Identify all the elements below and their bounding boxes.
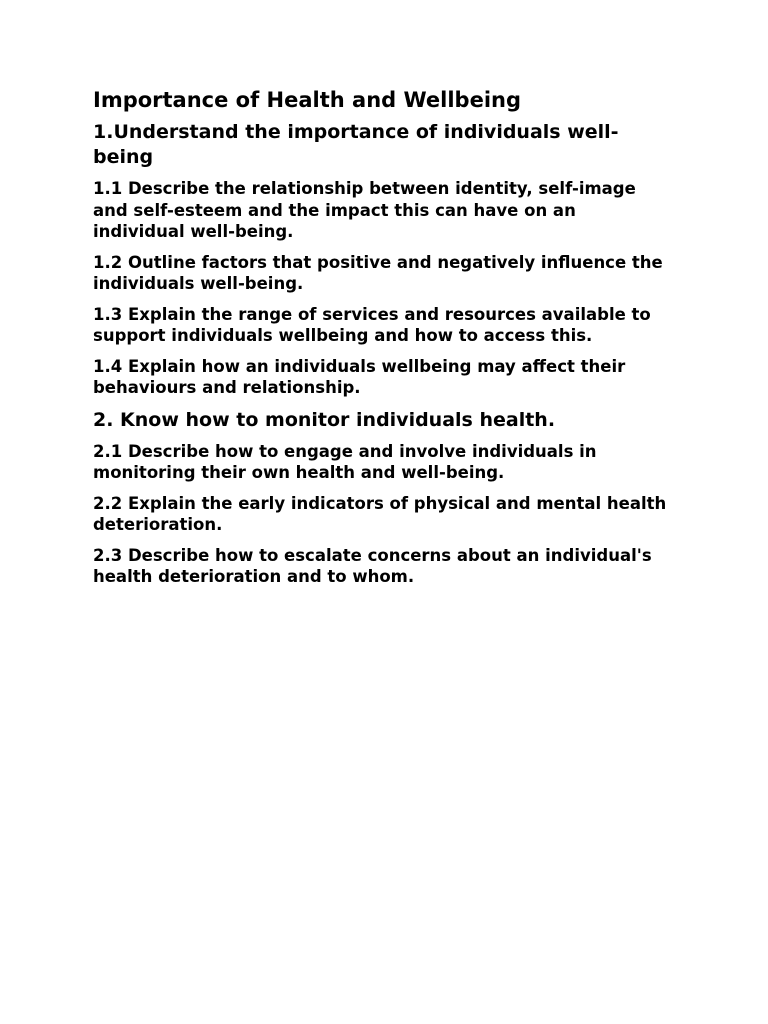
- learning-outcome-2-2: 2.2 Explain the early indicators of physical and mental health deterioration.: [93, 493, 667, 534]
- document-page: [93, 86, 673, 597]
- section-heading-2: 2. Know how to monitor individuals health.: [93, 408, 556, 431]
- learning-outcome-1-4: 1.4 Explain how an individuals wellbeing may affect their behaviours and relationship.: [93, 356, 626, 397]
- learning-outcome-1-1: 1.1 Describe the relationship between identity, self-image and self-esteem and the impact this can have on an individual well-being.: [93, 179, 636, 241]
- learning-outcome-1-3: 1.3 Explain the range of services and resources available to support individuals wellbeing and how to access this.: [93, 304, 651, 345]
- document-title: Importance of Health and Wellbeing: [93, 88, 522, 112]
- learning-outcome-2-3: 2.3 Describe how to escalate concerns about an individual's health deterioration and to whom.: [93, 545, 652, 586]
- section-heading-1: 1.Understand the importance of individuals well-being: [93, 121, 619, 168]
- learning-outcome-1-2: 1.2 Outline factors that positive and negatively influence the individuals well-being.: [93, 252, 663, 293]
- learning-outcome-2-1: 2.1 Describe how to engage and involve individuals in monitoring their own health and well-being.: [93, 441, 597, 482]
